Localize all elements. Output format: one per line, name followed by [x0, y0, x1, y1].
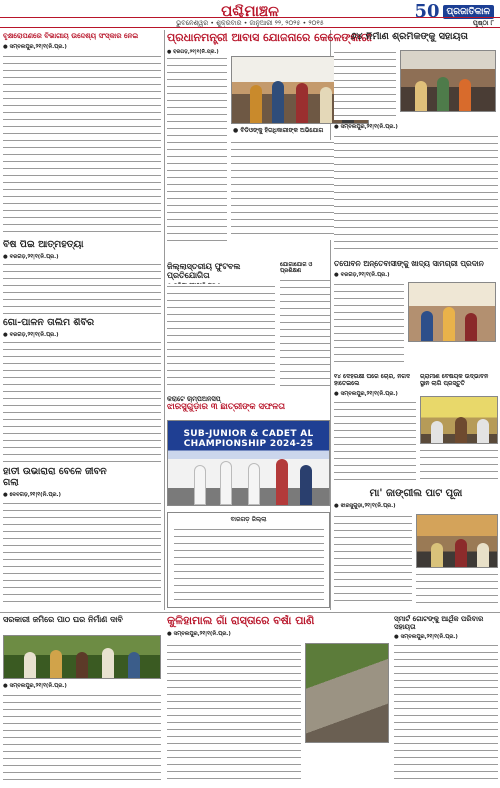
headline: ଗ୍ରାମୀଣ ବୈଷୟିକ ଉଦ୍ଭାବନ ସ୍ଥାନ ଲାଗି ପ୍ରସ୍ତୁତି — [420, 374, 489, 387]
article-body — [167, 284, 275, 390]
headline: ଜିଲ୍ଲାସ୍ତରୀୟ ଫୁଟବଲ ପ୍ରତିଯୋଗିତା — [167, 262, 241, 281]
story-elephant — [3, 467, 161, 609]
headline: ବିଷ ପିଇ ଆତ୍ମହତ୍ୟା — [3, 240, 84, 250]
article-body — [3, 693, 161, 785]
story-communication — [280, 262, 330, 392]
story-smart-goat — [394, 615, 498, 787]
article-body — [334, 50, 396, 120]
headline: ସରକାରୀ ଜମିରେ ପାଠ ଘର ନିର୍ମାଣ ଦାବି — [3, 615, 123, 624]
byline: ● ସମ୍ବଲପୁର,୨୧|୧(ନି.ପ୍ର.) — [334, 390, 398, 397]
article-body — [420, 448, 498, 482]
article-body — [3, 54, 161, 234]
byline: ● ଝାରସୁଗୁଡ଼ା,୨୧|୧(ନି.ପ୍ର.) — [334, 502, 396, 509]
byline: ● ବରଗଡ଼,୨୧|୧(ନି.ପ୍ର.) — [167, 48, 219, 55]
story-football — [167, 262, 275, 392]
byline: ● ସମ୍ବଲପୁର,୨୧|୧(ନି.ପ୍ର.) — [167, 630, 231, 637]
story-demand — [3, 615, 161, 787]
headline: ବୃକ୍ଷରୋପଣରେ ବିଭାଗୀୟ ଉଦ୍ଦେଶ୍ୟ ସଂସ୍କାର ନେଇ — [3, 32, 139, 40]
byline: ● ବରଗଡ଼,୨୧|୧(ନି.ପ୍ର.) — [3, 331, 59, 338]
district-map — [167, 512, 330, 608]
headline: ୧୪ ଦେହରକ୍ଷୀ ଘରେ ଚୋରି, ନଗଦ ହାତେଇଲେ — [334, 374, 411, 387]
byline: ● ଦେବଗଡ଼,୨୧|୧(ନି.ପ୍ର.) — [3, 491, 61, 498]
story-tree-plantation — [3, 32, 161, 237]
page-number: ପୃଷ୍ଠା ୮ — [472, 19, 494, 27]
byline: ● ସମ୍ବଲପୁର,୨୧|୧(ନି.ପ୍ର.) — [334, 124, 398, 130]
headline: ତପୋବନ ଅନ୍ତେବାସୀଙ୍କୁ ଖାଦ୍ୟ ସାମଗ୍ରୀ ପ୍ରଦାନ — [334, 260, 484, 268]
byline: ● ସମ୍ବଲପୁର,୨୧|୧(ନି.ପ୍ର.) — [3, 683, 67, 689]
article-body — [3, 501, 161, 607]
headline: ଗୋ-ପାଳନ ତାଲିମ ଶିବିର — [3, 318, 95, 328]
article-body — [394, 643, 498, 785]
map-title: ବାରଗଡ଼ ଜିଲ୍ଲା — [230, 516, 267, 523]
headline: ଯୋଗାଯୋଗ ଓ ପ୍ରଶିକ୍ଷଣ — [280, 262, 313, 275]
story-tapoban — [334, 260, 498, 370]
news-photo — [420, 396, 498, 444]
news-photo — [400, 50, 496, 112]
headline: କରାଟେ ଚାମ୍ପିଅନସିପ୍ — [167, 396, 221, 403]
news-photo — [416, 514, 498, 568]
headline: ପ୍ରଧାନମନ୍ତ୍ରୀ ଆବାସ ଯୋଜନାରେ କେଳେଙ୍କାରୀ — [167, 32, 372, 44]
article-body — [334, 514, 412, 606]
story-karate — [167, 396, 330, 508]
news-photo — [305, 643, 389, 743]
news-photo — [167, 420, 330, 506]
news-photo — [3, 635, 161, 679]
article-body — [3, 340, 161, 462]
story-rain-water — [167, 615, 389, 787]
story-cattle-camp — [3, 318, 161, 464]
news-photo — [408, 282, 496, 342]
headline: ସ୍ମାର୍ଟ ଗୋଟଙ୍କୁ ଆର୍ଥିକ ପରିବାର ସହାୟତା — [394, 615, 484, 632]
story-puja — [334, 488, 498, 608]
article-body — [334, 400, 416, 482]
story-theft — [334, 374, 416, 484]
byline: ● ସମ୍ବଲପୁର,୨୧|୧(ନି.ପ୍ର.) — [3, 44, 67, 51]
dateline — [0, 17, 500, 28]
championship-banner: SUB-JUNIOR & CADET AL CHAMPIONSHIP 2024-25 — [183, 429, 314, 449]
story-suicide — [3, 240, 161, 315]
subheadline: ଝାରସୁଗୁଡ଼ାର ୩ ଛାତ୍ରୀଙ୍କ ସଫଳତା — [167, 402, 286, 413]
headline: ୬୪ ନିର୍ମାଣ ଶ୍ରମିକଙ୍କୁ ସହାୟତା — [350, 32, 468, 42]
page-title: ପଶ୍ଚିମାଞ୍ଚଳ — [221, 2, 279, 20]
article-body — [280, 278, 330, 388]
article-body — [334, 282, 404, 368]
story-workers-aid — [334, 32, 498, 257]
article-body — [334, 134, 498, 254]
subheadline: ● ବିଡିଓଙ୍କୁ ହିତାଧିକାରୀଙ୍କ ଅଭିଯୋଗ — [233, 127, 324, 134]
map-caption-text — [174, 527, 324, 605]
article-body — [167, 56, 227, 242]
dateline-text: ଭୁବନେଶ୍ୱର • ଶୁକ୍ରବାର • ଜାନୁଆରୀ ୨୨, ୨୦୨୫ • ୨୦୧୫ — [176, 19, 324, 27]
headline: ହାତୀ ଉଭାରାରା ବେଳେ ଜୀବନ ଗଲା — [3, 467, 107, 488]
article-body — [416, 572, 498, 606]
byline: ● ସମ୍ବଲପୁର,୨୧|୧(ନି.ପ୍ର.) — [394, 634, 458, 641]
logo-brand: ପ୍ରଜାତିକାଳ — [443, 5, 494, 19]
logo-number: 50 — [414, 1, 440, 22]
byline: ● ବରଗଡ଼,୨୧|୧(ନି.ପ୍ର.) — [3, 253, 59, 260]
byline: ● ବରଗଡ଼,୨୧|୧(ନି.ପ୍ର.) — [334, 271, 390, 278]
headline: କୁଳିହାମାଲ ଗାଁ ରାସ୍ତାରେ ବର୍ଷା ପାଣି — [167, 615, 315, 627]
article-body — [167, 643, 301, 785]
article-body — [3, 262, 161, 314]
story-innovation — [420, 374, 498, 484]
headline: ମା' ଜାଙ୍ଗୀଲ ପାଟ ପୂଜା — [369, 488, 463, 499]
